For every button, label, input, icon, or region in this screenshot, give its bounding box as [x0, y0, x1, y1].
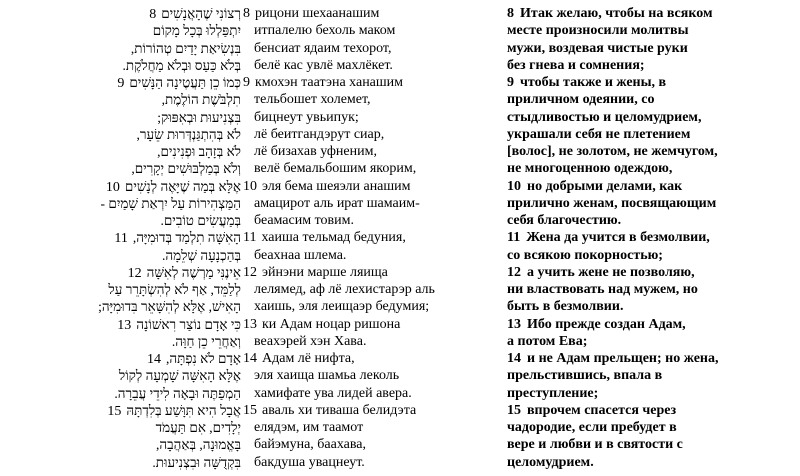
- russian-text-line: [507, 402, 800, 419]
- hebrew-text-line: [0, 367, 241, 384]
- russian-text-line: [507, 316, 800, 333]
- hebrew-text-line: [0, 126, 241, 143]
- transliteration-line-text: ки Адам ноцар ришона: [262, 316, 401, 332]
- russian-text-line: [507, 385, 800, 402]
- hebrew-text-line: [0, 5, 241, 22]
- hebrew-text-line: [0, 40, 241, 57]
- hebrew-line-text: אֶלָּא בְּמַה שֶׁיָּאֶה לְנָשִׁים: [124, 178, 241, 194]
- transliteration-line-text: лё бизахав уфненим,: [254, 144, 377, 159]
- hebrew-text-line: [0, 195, 241, 212]
- transliteration-line: [243, 316, 503, 333]
- russian-line-text: чадородие, если пребудет в: [507, 420, 677, 435]
- hebrew-text-line: [0, 419, 241, 436]
- hebrew-line-text: יִתְפַּלְלוּ בְּכָל מָקוֹם: [152, 23, 241, 39]
- hebrew-text-line: [0, 160, 241, 177]
- russian-line-text: но добрыми делами, как: [527, 178, 683, 194]
- hebrew-line-text: וְאַחֲרֵי כֵן חַוָּה.: [171, 333, 241, 349]
- transliteration-line: [243, 350, 503, 367]
- transliteration-line: [243, 195, 503, 212]
- transliteration-line-text: веахэрей хэн Хава.: [254, 333, 367, 349]
- hebrew-line-text: אֶלָּא הָאִשָּׁה שָׁמְעָה לְקוֹל: [118, 368, 241, 384]
- russian-line-text: целомудрием.: [507, 454, 594, 470]
- hebrew-line-text: לְלַמֵּד, אַף לֹא לְהִשְׂתָּרֵר עַל: [108, 282, 241, 297]
- russian-text-line: [507, 229, 800, 246]
- russian-text-line: [507, 40, 800, 57]
- transliteration-line-text: тельбошет холемет,: [254, 92, 371, 108]
- transliteration-line: [243, 5, 503, 22]
- transliteration-line-text: елядэм, им таамот: [254, 420, 364, 435]
- hebrew-text-line: [0, 247, 241, 264]
- verse-number: 12: [243, 264, 257, 280]
- russian-line-text: себя благочестию.: [507, 213, 622, 228]
- verse-number: 13: [507, 316, 521, 332]
- russian-text-line: [507, 22, 800, 39]
- transliteration-line-text: лелямед, аф лё лехистарэр аль: [254, 282, 435, 297]
- verse-number: 14: [243, 351, 257, 366]
- transliteration-line: [243, 298, 503, 315]
- transliteration-line-text: хаишь, эля леищаэр бедумия;: [254, 299, 430, 315]
- russian-line-text: а потом Ева;: [507, 333, 588, 349]
- transliteration-line-text: бенсиат ядаим техорот,: [254, 40, 392, 56]
- hebrew-text-line: [0, 178, 241, 195]
- hebrew-line-text: אֵינֶנִּי מַרְשֶׁה לְאִשָּׁה: [146, 264, 241, 280]
- russian-text-line: [507, 5, 800, 22]
- russian-line-text: быть в безмолвии.: [507, 299, 624, 315]
- verse-number: 12: [507, 264, 521, 280]
- transliteration-line: [243, 333, 503, 350]
- transliteration-line-text: Адам лё нифта,: [262, 351, 355, 366]
- hebrew-line-text: בִּנְשִׂיאַת יָדַיִם טְהוֹרוֹת,: [130, 40, 241, 56]
- transliteration-line-text: амацирот аль ират шамаим-: [254, 195, 420, 211]
- russian-line-text: прилично женам, посвящающим: [507, 195, 717, 211]
- hebrew-line-text: בְּלֹא כַּעַס וּבְלֹא מַחֲלֹקֶת.: [122, 57, 241, 73]
- hebrew-text-line: [0, 454, 241, 471]
- hebrew-text-line: [0, 333, 241, 350]
- russian-text-line: [507, 264, 800, 281]
- hebrew-line-text: כְּמוֹ כֵן תַּעֲטֶינָה הַנָּשִׁים: [129, 75, 241, 90]
- transliteration-column: [243, 5, 503, 471]
- transliteration-line-text: рицони шехаанашим: [255, 6, 380, 21]
- russian-text-line: [507, 126, 800, 143]
- russian-text-line: [507, 247, 800, 264]
- russian-text-line: [507, 178, 800, 195]
- hebrew-text-line: [0, 91, 241, 108]
- hebrew-line-text: בְּהַכְנָעָה שְׁלֵמָה.: [161, 247, 241, 263]
- russian-line-text: мужи, воздевая чистые руки: [507, 40, 688, 56]
- hebrew-text-line: [0, 109, 241, 126]
- transliteration-line-text: велё бемальбошим якорим,: [254, 161, 417, 177]
- hebrew-line-text: בִּקְדֻשָּׁה וּבִצְנִיעוּת.: [152, 454, 241, 470]
- russian-line-text: Жена да учится в безмолвии,: [526, 230, 710, 246]
- transliteration-line-text: итпалелю бехоль маком: [254, 23, 396, 39]
- verse-number: 11: [507, 230, 521, 246]
- hebrew-line-text: הָאִשָּׁה תִלְמַד בְּדוּמִיָּה,: [132, 230, 241, 246]
- verse-number: 15: [107, 403, 122, 419]
- russian-line-text: впрочем спасется через: [527, 402, 677, 418]
- transliteration-line: [243, 57, 503, 74]
- transliteration-line: [243, 126, 503, 143]
- hebrew-line-text: אֲבָל הִיא תִּוָּשַׁע בְּלִדְתָּהּ: [126, 402, 241, 418]
- transliteration-line: [243, 436, 503, 453]
- russian-text-line: [507, 212, 800, 229]
- transliteration-line: [243, 281, 503, 298]
- transliteration-line: [243, 22, 503, 39]
- russian-translation-column: [507, 5, 800, 471]
- transliteration-line: [243, 454, 503, 471]
- hebrew-text-line: [0, 298, 241, 315]
- transliteration-line-text: беахнаа шлема.: [254, 247, 347, 263]
- hebrew-line-text: יְלָדִים, אִם תַּעֲמֹד: [155, 420, 241, 435]
- verse-number: 15: [507, 402, 521, 418]
- russian-text-line: [507, 298, 800, 315]
- hebrew-text-line: [0, 436, 241, 453]
- hebrew-text-line: [0, 22, 241, 39]
- transliteration-line: [243, 109, 503, 126]
- transliteration-line: [243, 91, 503, 108]
- russian-line-text: Итак желаю, чтобы на всяком: [520, 6, 713, 21]
- verse-number: 14: [146, 352, 161, 367]
- verse-number: 11: [114, 231, 128, 247]
- hebrew-text-line: [0, 264, 241, 281]
- hebrew-line-text: הַמְפַתֶּה וּבָאָה לִידֵי עֲבֵרָה.: [114, 385, 241, 401]
- transliteration-line-text: эля хаища шамьа леколь: [254, 368, 400, 384]
- verse-number: 9: [117, 76, 125, 91]
- hebrew-line-text: כִּי אָדָם נוֹצַר רִאשׁוֹנָה: [136, 316, 241, 332]
- verse-number: 8: [507, 6, 514, 21]
- transliteration-line: [243, 178, 503, 195]
- transliteration-line: [243, 247, 503, 264]
- russian-text-line: [507, 91, 800, 108]
- transliteration-line: [243, 143, 503, 160]
- verse-number: 11: [243, 230, 257, 246]
- russian-line-text: а учить жене не позволяю,: [527, 264, 695, 280]
- transliteration-line: [243, 40, 503, 57]
- transliteration-line-text: эля бема шеяэли анашим: [262, 178, 411, 194]
- transliteration-line: [243, 385, 503, 402]
- transliteration-line: [243, 419, 503, 436]
- verse-number: 9: [243, 75, 250, 90]
- transliteration-line-text: бакдуша увацнеут.: [254, 454, 365, 470]
- russian-text-line: [507, 281, 800, 298]
- hebrew-text-line: [0, 74, 241, 91]
- verse-number: 8: [243, 6, 250, 21]
- transliteration-line-text: белё кас увлё махлёкет.: [254, 57, 393, 73]
- hebrew-line-text: הַמַּצְהִירוֹת עַל יִרְאַת שָׁמַיִם -: [100, 195, 241, 211]
- hebrew-line-text: לֹא בְּזָהָב וּפְנִינִים,: [157, 144, 241, 159]
- verse-number: 8: [149, 7, 157, 22]
- hebrew-text-line: [0, 402, 241, 419]
- verse-number: 10: [105, 179, 120, 195]
- hebrew-line-text: וְלֹא בְּמַלְבּוּשִׁים יְקָרִים,: [131, 161, 241, 177]
- transliteration-line: [243, 402, 503, 419]
- russian-line-text: вере и любви и в святости с: [507, 437, 683, 453]
- hebrew-line-text: בְּמַעֲשִׂים טוֹבִים.: [160, 213, 241, 228]
- russian-line-text: не многоценною одеждою,: [507, 161, 673, 177]
- russian-line-text: приличном одеянии, со: [507, 92, 655, 108]
- transliteration-line-text: эйнэни марше ляища: [262, 264, 388, 280]
- hebrew-text-line: [0, 212, 241, 229]
- russian-text-line: [507, 109, 800, 126]
- russian-line-text: стыдливостью и целомудрием,: [507, 109, 702, 125]
- transliteration-line: [243, 229, 503, 246]
- transliteration-line-text: хаиша тельмад бедуния,: [261, 230, 406, 246]
- transliteration-line-text: беамасим товим.: [254, 213, 354, 228]
- hebrew-line-text: בָּאֱמוּנָה, בְּאַהֲבָה,: [156, 437, 241, 453]
- transliteration-line: [243, 74, 503, 91]
- hebrew-line-text: לֹא בְּהִתְגַּנְדְּרוּת שֵׂעָר,: [136, 126, 241, 142]
- hebrew-text-line: [0, 350, 241, 367]
- transliteration-line-text: кмохэн таатэна ханашим: [255, 75, 404, 90]
- transliteration-line-text: хамифате ува лидей авера.: [254, 385, 412, 401]
- hebrew-text-line: [0, 316, 241, 333]
- russian-line-text: чтобы также и жены, в: [520, 75, 667, 90]
- hebrew-line-text: תִלְבֹּשֶׁת הוֹלֶמֶת,: [161, 92, 241, 108]
- verse-number: 14: [507, 351, 521, 366]
- russian-line-text: и не Адам прельщен; но жена,: [527, 351, 719, 366]
- hebrew-text-line: [0, 143, 241, 160]
- russian-line-text: украшали себя не плетением: [507, 126, 691, 142]
- russian-text-line: [507, 333, 800, 350]
- hebrew-line-text: בִּצְנִיעוּת וּבְאִפּוּק;: [157, 109, 241, 125]
- russian-text-line: [507, 419, 800, 436]
- transliteration-line: [243, 212, 503, 229]
- transliteration-line-text: аваль хи тиваша белидэта: [262, 402, 417, 418]
- hebrew-text-line: [0, 57, 241, 74]
- transliteration-line-text: байэмуна, баахава,: [254, 437, 366, 453]
- russian-text-line: [507, 57, 800, 74]
- russian-line-text: Ибо прежде создан Адам,: [527, 316, 686, 332]
- russian-text-line: [507, 74, 800, 91]
- russian-line-text: прельстившись, впала в: [507, 368, 663, 384]
- verse-number: 9: [507, 75, 514, 90]
- russian-text-line: [507, 160, 800, 177]
- russian-text-line: [507, 143, 800, 160]
- russian-line-text: со всякою покорностью;: [507, 247, 663, 263]
- russian-line-text: [волос], не золотом, не жемчугом,: [507, 144, 718, 159]
- verse-number: 10: [507, 178, 521, 194]
- transliteration-line-text: бицнеут увьипук;: [254, 109, 359, 125]
- russian-line-text: месте произносили молитвы: [507, 23, 689, 39]
- russian-text-line: [507, 367, 800, 384]
- hebrew-text-line: [0, 385, 241, 402]
- russian-text-line: [507, 436, 800, 453]
- russian-line-text: без гнева и сомнения;: [507, 57, 645, 73]
- russian-line-text: преступление;: [507, 385, 599, 401]
- verse-number: 13: [243, 316, 257, 332]
- verse-number: 15: [243, 402, 257, 418]
- hebrew-line-text: הָאִישׁ, אֶלָּא לְהִשָּׁאֵר בִּדוּמִיָּה;: [98, 299, 241, 315]
- verse-number: 10: [243, 178, 257, 194]
- transliteration-line: [243, 264, 503, 281]
- transliteration-line-text: лё беитгандэрут сиар,: [254, 126, 385, 142]
- transliteration-line: [243, 160, 503, 177]
- verse-number: 13: [117, 317, 132, 333]
- russian-text-line: [507, 195, 800, 212]
- verse-number: 12: [127, 265, 142, 281]
- russian-line-text: ни властвовать над мужем, но: [507, 282, 698, 297]
- russian-text-line: [507, 454, 800, 471]
- transliteration-line: [243, 367, 503, 384]
- hebrew-line-text: רְצוֹנִי שֶׁהָאֲנָשִׁים: [161, 6, 241, 21]
- russian-text-line: [507, 350, 800, 367]
- hebrew-line-text: אָדָם לֹא נִפְתָּה,: [165, 351, 241, 366]
- hebrew-text-line: [0, 281, 241, 298]
- hebrew-text-line: [0, 229, 241, 246]
- hebrew-text-column: [0, 5, 241, 471]
